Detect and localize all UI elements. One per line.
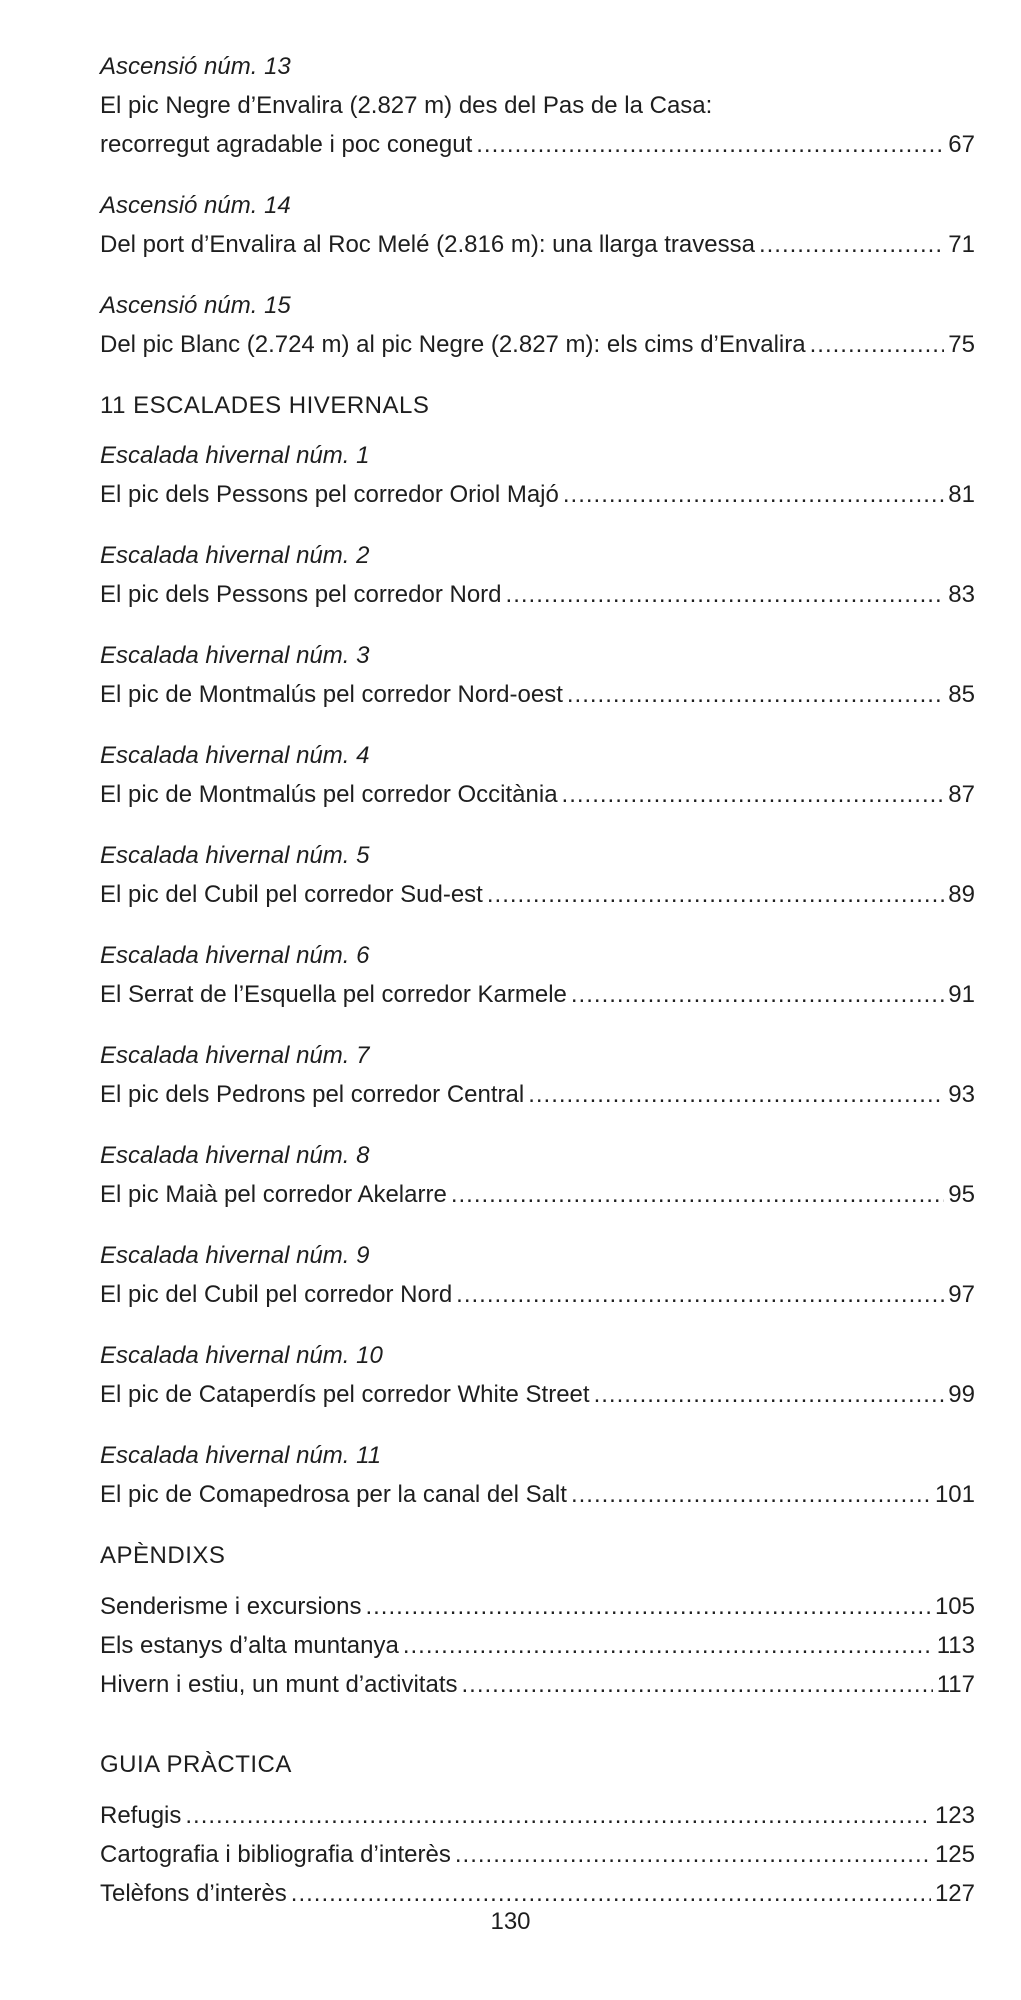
- toc-entry-ascension-13: [100, 48, 975, 164]
- dot-leader: [403, 1626, 933, 1665]
- dot-leader: [759, 225, 944, 264]
- entry-page-number: 87: [948, 781, 975, 808]
- entry-page-number: 83: [948, 581, 975, 608]
- dot-leader: [594, 1375, 945, 1414]
- toc-entry-winter-1: [100, 437, 975, 514]
- toc-entry-winter-11: [100, 1437, 975, 1514]
- entry-page-number: 127: [934, 1880, 975, 1907]
- dot-leader: [451, 1175, 944, 1214]
- entry-page-number: 125: [934, 1841, 975, 1868]
- entry-title-line: [100, 475, 975, 514]
- toc-entry-winter-8: [100, 1137, 975, 1214]
- entry-title-line: [100, 575, 975, 614]
- dot-leader: [571, 975, 944, 1014]
- toc-entry-guide: [100, 1796, 975, 1835]
- dot-leader: [461, 1665, 932, 1704]
- entry-title-line: [100, 325, 975, 364]
- entry-title: Cartografia i bibliografia d’interès: [100, 1841, 451, 1868]
- toc-entry-appendix: [100, 1665, 975, 1704]
- dot-leader: [528, 1075, 944, 1114]
- entry-label: Escalada hivernal núm. 11: [100, 1442, 382, 1469]
- entry-title-line: [100, 1175, 975, 1214]
- dot-leader: [506, 575, 945, 614]
- entry-page-number: 113: [936, 1632, 975, 1659]
- toc-entry-winter-2: [100, 537, 975, 614]
- entry-title: El pic de Montmalús pel corredor Nord-oest: [100, 681, 563, 708]
- entry-title: El pic de Cataperdís pel corredor White Street: [100, 1381, 590, 1408]
- entry-title-line: [100, 875, 975, 914]
- entry-label: Escalada hivernal núm. 4: [100, 742, 370, 769]
- entry-title: El pic dels Pessons pel corredor Oriol Majó: [100, 481, 559, 508]
- entry-label: Escalada hivernal núm. 3: [100, 642, 370, 669]
- entry-label: Escalada hivernal núm. 2: [100, 542, 370, 569]
- entry-label: Escalada hivernal núm. 7: [100, 1042, 370, 1069]
- entry-title: El pic de Comapedrosa per la canal del Salt: [100, 1481, 567, 1508]
- entry-title: El Serrat de l’Esquella pel corredor Karmele: [100, 981, 567, 1008]
- appendix-list: [100, 1587, 975, 1704]
- entry-title: Hivern i estiu, un munt d’activitats: [100, 1671, 458, 1698]
- entry-page-number: 105: [934, 1593, 975, 1620]
- entry-title: El pic del Cubil pel corredor Nord: [100, 1281, 453, 1308]
- toc-entry-winter-3: [100, 637, 975, 714]
- dot-leader: [567, 675, 944, 714]
- entry-page-number: 71: [948, 231, 975, 258]
- entry-title-line: [100, 975, 975, 1014]
- entry-title: El pic dels Pedrons pel corredor Central: [100, 1081, 525, 1108]
- dot-leader: [476, 125, 944, 164]
- dot-leader: [365, 1587, 931, 1626]
- table-of-contents: [100, 48, 975, 1913]
- entry-title: Els estanys d’alta muntanya: [100, 1632, 399, 1659]
- toc-entry-winter-6: [100, 937, 975, 1014]
- entry-label: Escalada hivernal núm. 10: [100, 1342, 383, 1369]
- entry-page-number: 85: [948, 681, 975, 708]
- entry-page-number: 99: [948, 1381, 975, 1408]
- toc-entry-winter-9: [100, 1237, 975, 1314]
- toc-entry-appendix: [100, 1587, 975, 1626]
- entry-label: Escalada hivernal núm. 6: [100, 942, 370, 969]
- entry-title: recorregut agradable i poc conegut: [100, 131, 473, 158]
- entry-label: Escalada hivernal núm. 8: [100, 1142, 370, 1169]
- entry-title: Refugis: [100, 1802, 182, 1829]
- entry-title-line: [100, 1375, 975, 1414]
- dot-leader: [810, 325, 945, 364]
- entry-title: Senderisme i excursions: [100, 1593, 362, 1620]
- entry-title-line: [100, 225, 975, 264]
- toc-entry-winter-4: [100, 737, 975, 814]
- entry-title: Del pic Blanc (2.724 m) al pic Negre (2.827 m): els cims d’Envalira: [100, 331, 806, 358]
- entry-page-number: 123: [934, 1802, 975, 1829]
- entry-title-line: [100, 1075, 975, 1114]
- section-heading-appendices: APÈNDIXS: [100, 1542, 226, 1569]
- section-heading-practical-guide: GUIA PRÀCTICA: [100, 1751, 292, 1778]
- entry-page-number: 75: [948, 331, 975, 358]
- dot-leader: [571, 1475, 931, 1514]
- entry-title-line: [100, 1475, 975, 1514]
- dot-leader: [185, 1796, 931, 1835]
- entry-label: Ascensió núm. 13: [100, 53, 291, 80]
- toc-entry-ascension-15: [100, 287, 975, 364]
- entry-title: Del port d’Envalira al Roc Melé (2.816 m): una llarga travessa: [100, 231, 755, 258]
- toc-entry-guide: [100, 1835, 975, 1874]
- entry-title-line: [100, 675, 975, 714]
- entry-page-number: 95: [948, 1181, 975, 1208]
- dot-leader: [456, 1275, 944, 1314]
- entry-label: Escalada hivernal núm. 5: [100, 842, 370, 869]
- entry-label: Escalada hivernal núm. 9: [100, 1242, 370, 1269]
- entry-page-number: 101: [934, 1481, 975, 1508]
- entry-title: El pic Maià pel corredor Akelarre: [100, 1181, 447, 1208]
- dot-leader: [563, 475, 944, 514]
- entry-title: El pic Negre d’Envalira (2.827 m) des del Pas de la Casa:: [100, 92, 713, 119]
- toc-entry-winter-7: [100, 1037, 975, 1114]
- entry-title: El pic dels Pessons pel corredor Nord: [100, 581, 502, 608]
- entry-title-line: [100, 125, 975, 164]
- entry-page-number: 89: [948, 881, 975, 908]
- toc-entry-winter-10: [100, 1337, 975, 1414]
- dot-leader: [455, 1835, 931, 1874]
- practical-guide-list: [100, 1796, 975, 1913]
- section-heading-winter-climbs: 11 ESCALADES HIVERNALS: [100, 392, 430, 419]
- entry-title-line: [100, 86, 975, 125]
- page-number: 130: [490, 1908, 531, 1935]
- entry-label: Ascensió núm. 15: [100, 292, 291, 319]
- entry-title: El pic de Montmalús pel corredor Occitània: [100, 781, 558, 808]
- entry-page-number: 117: [936, 1671, 975, 1698]
- entry-page-number: 81: [948, 481, 975, 508]
- dot-leader: [562, 775, 945, 814]
- entry-page-number: 91: [948, 981, 975, 1008]
- entry-title: Telèfons d’interès: [100, 1880, 287, 1907]
- entry-page-number: 97: [948, 1281, 975, 1308]
- entry-title-line: [100, 775, 975, 814]
- entry-page-number: 67: [948, 131, 975, 158]
- toc-entry-ascension-14: [100, 187, 975, 264]
- entry-label: Ascensió núm. 14: [100, 192, 291, 219]
- entry-title: El pic del Cubil pel corredor Sud-est: [100, 881, 483, 908]
- entry-title-line: [100, 1275, 975, 1314]
- toc-entry-winter-5: [100, 837, 975, 914]
- toc-entry-appendix: [100, 1626, 975, 1665]
- dot-leader: [487, 875, 944, 914]
- entry-label: Escalada hivernal núm. 1: [100, 442, 370, 469]
- entry-page-number: 93: [948, 1081, 975, 1108]
